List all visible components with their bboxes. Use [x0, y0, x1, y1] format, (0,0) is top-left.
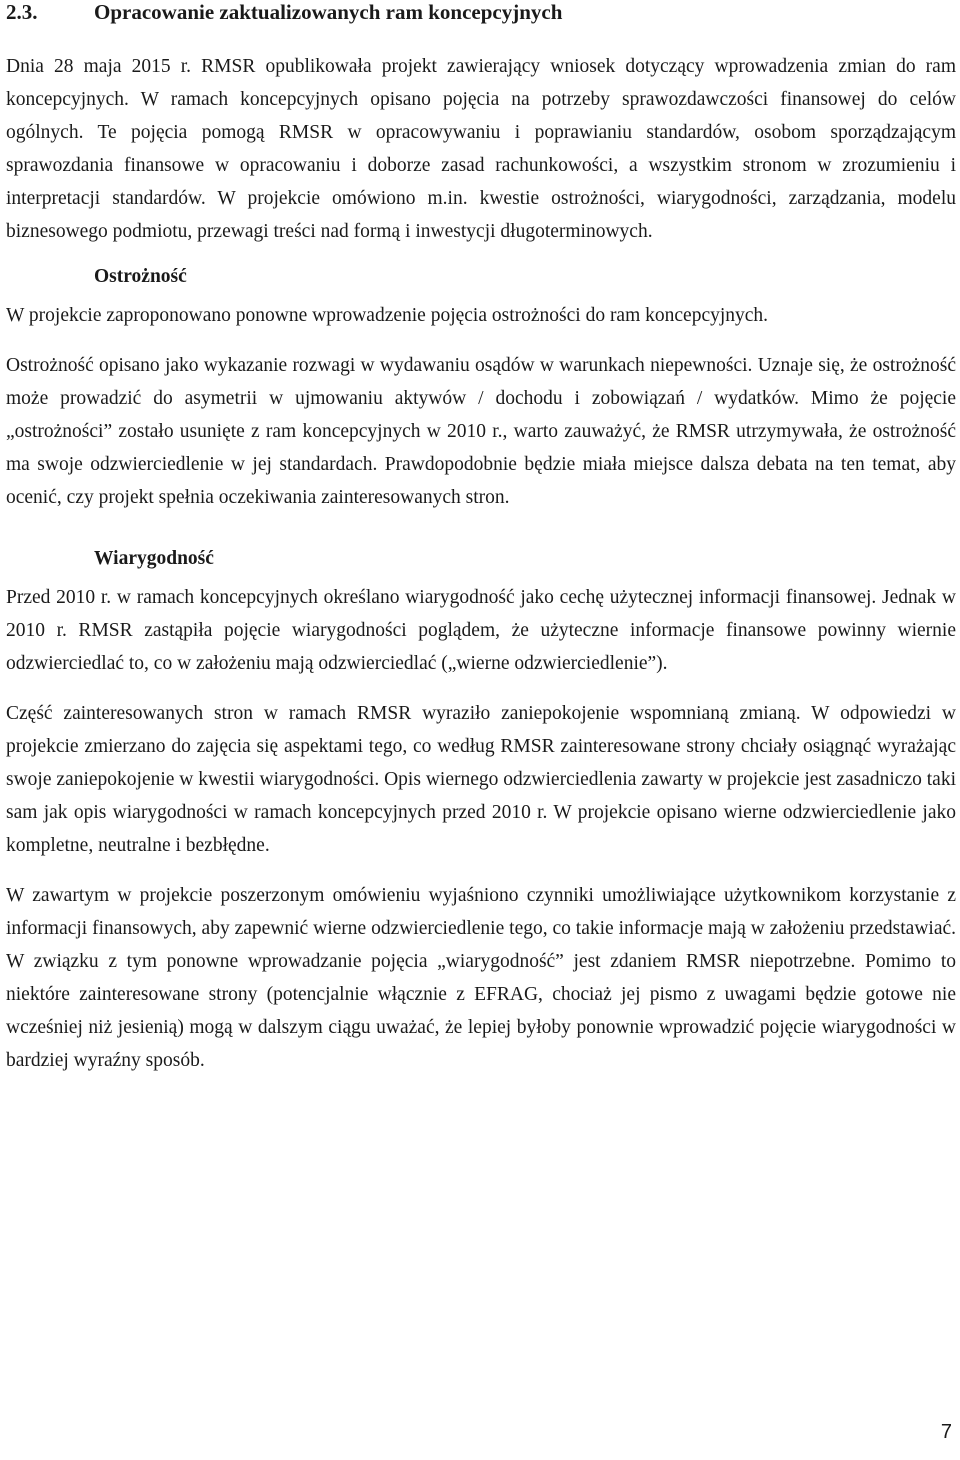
- document-page: [6, 0, 956, 1077]
- intro-paragraph: Dnia 28 maja 2015 r. RMSR opublikowała projekt zawierający wniosek dotyczący wprowadzenia zmian do ram koncepcyjnych. W ramach koncepcyjnych opisano pojęcia na potrzeby sprawozdawczości finansowej do celów ogólnych. Te pojęcia pomogą RMSR w opracowywaniu i poprawianiu standardów, osobom sporządzającym sprawozdania finansowe w opracowaniu i doborze zasad rachunkowości, a wszystkim stronom w zrozumieniu i interpretacji standardów. W projekcie omówiono m.in. kwestie ostrożności, wiarygodności, zarządzania, modelu biznesowego podmiotu, przewagi treści nad formą i inwestycji długoterminowych.: [6, 56, 956, 242]
- page-number: 7: [940, 1421, 952, 1443]
- subheading-prudence: Ostrożność: [94, 266, 187, 287]
- reliability-paragraph-1: Przed 2010 r. w ramach koncepcyjnych określano wiarygodność jako cechę użytecznej informacji finansowej. Jednak w 2010 r. RMSR zastąpiła pojęcie wiarygodności poglądem, że użyteczne informacje finansowe powinny wiernie odzwierciedlać to, co w założeniu mają odzwierciedlać („wierne odzwierciedlenie”).: [6, 587, 956, 674]
- subheading-reliability: Wiarygodność: [94, 548, 214, 569]
- reliability-paragraph-2: Część zainteresowanych stron w ramach RMSR wyraziło zaniepokojenie wspomnianą zmianą. W odpowiedzi w projekcie zmierzano do zajęcia się aspektami tego, co według RMSR zainteresowane strony chciały osiągnąć wyrażając swoje zaniepokojenie w kwestii wiarygodności. Opis wiernego odzwierciedlenia zawarty w projekcie jest zasadniczo taki sam jak opis wiarygodności w ramach koncepcyjnych przed 2010 r. W projekcie opisano wierne odzwierciedlenie jako kompletne, neutralne i bezbłędne.: [6, 703, 956, 856]
- section-heading: [6, 0, 956, 24]
- section-title: Opracowanie zaktualizowanych ram koncepcyjnych: [94, 0, 563, 24]
- reliability-paragraph-3: W zawartym w projekcie poszerzonym omówieniu wyjaśniono czynniki umożliwiające użytkownikom korzystanie z informacji finansowych, aby zapewnić wierne odzwierciedlenie tego, co takie informacje mają w założeniu przedstawiać. W związku z tym ponowne wprowadzanie pojęcia „wiarygodność” jest zdaniem RMSR niepotrzebne. Pomimo to niektóre zainteresowane strony (potencjalnie włącznie z EFRAG, chociaż jej pismo z uwagami będzie gotowe nie wcześniej niż jesienią) mogą w dalszym ciągu uważać, że lepiej byłoby ponownie wprowadzić pojęcie wiarygodności w bardziej wyraźny sposób.: [6, 885, 956, 1071]
- section-number: 2.3.: [6, 0, 38, 24]
- prudence-paragraph-2: Ostrożność opisano jako wykazanie rozwagi w wydawaniu osądów w warunkach niepewności. Uznaje się, że ostrożność może prowadzić do asymetrii w ujmowaniu aktywów / dochodu i zobowiązań / wydatków. Mimo że pojęcie „ostrożności” zostało usunięte z ram koncepcyjnych w 2010 r., warto zauważyć, że RMSR utrzymywała, że ostrożność ma swoje odzwierciedlenie w jej standardach. Prawdopodobnie będzie miała miejsce dalsza debata na ten temat, aby ocenić, czy projekt spełnia oczekiwania zainteresowanych stron.: [6, 355, 956, 508]
- prudence-paragraph-1: W projekcie zaproponowano ponowne wprowadzenie pojęcia ostrożności do ram koncepcyjnych.: [6, 305, 769, 326]
